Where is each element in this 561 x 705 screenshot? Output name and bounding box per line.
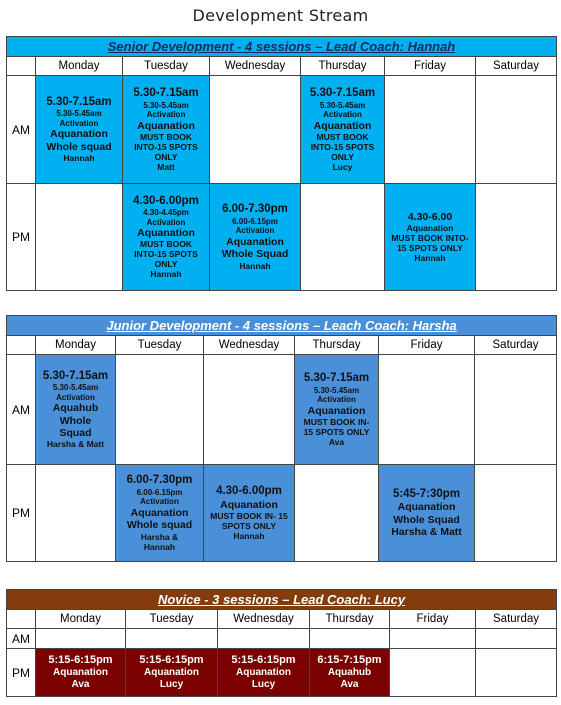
senior-pm-row xyxy=(7,184,557,291)
session-time: 5.30-7.15am xyxy=(303,372,370,385)
session-time: 5.30-7.15am xyxy=(133,87,199,100)
senior-pm-saturday xyxy=(476,184,557,291)
session-activation-time: 5.30-5.45am xyxy=(313,385,360,395)
session-note: ONLY xyxy=(154,151,178,162)
session-coach: Hannah xyxy=(233,530,265,541)
junior-am-wednesday xyxy=(204,355,295,465)
session-venue: Aquahub xyxy=(327,667,372,679)
novice-pm-wednesday xyxy=(218,649,310,697)
novice-am-monday xyxy=(36,629,126,649)
senior-am-wednesday xyxy=(210,76,301,184)
session-time: 6.00-7.30pm xyxy=(126,474,193,487)
session-venue: Aquanation xyxy=(406,223,454,234)
session-coach: Lucy xyxy=(159,678,184,690)
session-note: INTO-15 SPOTS xyxy=(310,141,375,152)
session-activation-label: Activation xyxy=(146,110,186,120)
session-time: 5:45-7:30pm xyxy=(392,487,461,500)
junior-banner-row xyxy=(7,316,557,336)
session-activation-time: 5.30-5.45am xyxy=(319,100,366,110)
day-tuesday: Tuesday xyxy=(116,336,204,355)
senior-am-monday xyxy=(36,76,123,184)
session-time: 5:15-6:15pm xyxy=(231,654,296,667)
junior-am-friday xyxy=(379,355,475,465)
session-activation-time: 6.00-6.15pm xyxy=(136,487,183,497)
session-activation-label: Activation xyxy=(59,118,99,128)
day-monday: Monday xyxy=(36,336,116,355)
junior-am-tuesday xyxy=(116,355,204,465)
session-venue: Aquanation xyxy=(144,667,199,679)
day-wednesday: Wednesday xyxy=(218,610,310,629)
corner-cell xyxy=(7,610,36,629)
slot-pm-label: PM xyxy=(7,465,36,562)
day-friday: Friday xyxy=(379,336,475,355)
day-tuesday: Tuesday xyxy=(123,57,210,76)
day-saturday: Saturday xyxy=(476,610,557,629)
novice-pm-friday xyxy=(390,649,476,697)
junior-pm-friday xyxy=(379,465,475,562)
session-activation-label: Activation xyxy=(317,395,356,405)
junior-schedule-table xyxy=(6,315,557,562)
session-activation-label: Activation xyxy=(146,217,186,227)
session-note: INTO-15 SPOTS xyxy=(134,141,198,152)
novice-banner-row xyxy=(7,590,557,610)
session-note: ONLY xyxy=(331,151,354,162)
session-note: 15 SPOTS ONLY xyxy=(303,426,370,437)
day-thursday: Thursday xyxy=(310,610,390,629)
session-note: MUST BOOK xyxy=(140,239,192,250)
senior-day-header xyxy=(7,57,557,76)
junior-pm-tuesday xyxy=(116,465,204,562)
junior-am-row xyxy=(7,355,557,465)
senior-banner: Senior Development - 4 sessions – Lead Coach: Hannah xyxy=(7,37,557,57)
slot-am-label: AM xyxy=(7,629,36,649)
junior-day-header xyxy=(7,336,557,355)
session-coach: Lucy xyxy=(332,161,353,172)
day-thursday: Thursday xyxy=(301,57,385,76)
novice-pm-saturday xyxy=(476,649,557,697)
junior-am-monday xyxy=(36,355,116,465)
session-coach: Hannah xyxy=(143,541,176,552)
session-coach: Harsha & Matt xyxy=(391,525,462,538)
novice-pm-row xyxy=(7,649,557,697)
session-time: 6.00-7.30pm xyxy=(222,203,288,216)
session-coach: Hannah xyxy=(150,269,182,280)
day-monday: Monday xyxy=(36,57,123,76)
session-note: MUST BOOK xyxy=(140,131,192,142)
session-coach: Ava xyxy=(71,678,90,690)
senior-pm-thursday xyxy=(301,184,385,291)
session-activation-time: 6.00-6.15pm xyxy=(232,216,278,226)
session-coach: Hannah xyxy=(414,253,446,264)
session-note: Whole Squad xyxy=(393,513,460,526)
novice-am-saturday xyxy=(476,629,557,649)
day-wednesday: Wednesday xyxy=(204,336,295,355)
session-time: 5.30-7.15am xyxy=(42,369,109,382)
session-coach: Harsha & xyxy=(140,531,179,542)
session-note: Whole squad xyxy=(126,519,193,532)
day-wednesday: Wednesday xyxy=(210,57,301,76)
novice-am-wednesday xyxy=(218,629,310,649)
session-time: 4.30-6.00pm xyxy=(216,485,282,497)
senior-pm-tuesday xyxy=(123,184,210,291)
senior-pm-monday xyxy=(36,184,123,291)
junior-am-saturday xyxy=(475,355,557,465)
session-venue: Aquahub xyxy=(52,402,99,415)
slot-am-label: AM xyxy=(7,76,36,184)
junior-pm-thursday xyxy=(295,465,379,562)
novice-am-thursday xyxy=(310,629,390,649)
day-friday: Friday xyxy=(390,610,476,629)
novice-banner: Novice - 3 sessions – Lead Coach: Lucy xyxy=(7,590,557,610)
session-activation-time: 4.30-4.45pm xyxy=(143,208,189,218)
novice-am-tuesday xyxy=(126,629,218,649)
page-title: Development Stream xyxy=(192,6,369,25)
session-venue: Aquanation xyxy=(137,227,195,239)
session-venue: Aquanation xyxy=(236,667,291,679)
senior-pm-friday xyxy=(385,184,476,291)
session-time: 6:15-7:15pm xyxy=(317,654,382,667)
corner-cell xyxy=(7,336,36,355)
senior-am-friday xyxy=(385,76,476,184)
session-note: Squad xyxy=(59,426,92,439)
senior-am-thursday xyxy=(301,76,385,184)
session-venue: Aquanation xyxy=(226,235,284,248)
novice-am-row xyxy=(7,629,557,649)
session-note: 15 SPOTS ONLY xyxy=(397,243,463,254)
day-tuesday: Tuesday xyxy=(126,610,218,629)
slot-pm-label: PM xyxy=(7,184,36,291)
senior-am-row xyxy=(7,76,557,184)
session-note: MUST BOOK xyxy=(316,131,369,142)
session-note: Whole xyxy=(59,414,92,427)
junior-pm-saturday xyxy=(475,465,557,562)
junior-am-thursday xyxy=(295,355,379,465)
senior-am-saturday xyxy=(476,76,557,184)
session-coach: Hannah xyxy=(239,260,271,271)
session-venue: Aquanation xyxy=(50,128,108,141)
session-venue: Aquanation xyxy=(397,501,456,514)
slot-am-label: AM xyxy=(7,355,36,465)
day-friday: Friday xyxy=(385,57,476,76)
session-venue: Aquanation xyxy=(53,667,108,679)
session-venue: Aquanation xyxy=(307,404,366,417)
novice-pm-monday xyxy=(36,649,126,697)
novice-pm-tuesday xyxy=(126,649,218,697)
senior-am-tuesday xyxy=(123,76,210,184)
session-coach: Ava xyxy=(340,678,359,690)
session-activation-time: 5.30-5.45am xyxy=(52,383,99,393)
session-note: MUST BOOK IN- xyxy=(303,416,370,427)
session-note: SPOTS ONLY xyxy=(221,520,276,531)
session-activation-time: 5.30-5.45am xyxy=(56,109,102,119)
novice-schedule-table xyxy=(6,589,557,697)
day-thursday: Thursday xyxy=(295,336,379,355)
novice-am-friday xyxy=(390,629,476,649)
senior-schedule-table xyxy=(6,36,557,291)
session-venue: Aquanation xyxy=(313,119,372,132)
day-saturday: Saturday xyxy=(476,57,557,76)
session-time: 4.30-6.00pm xyxy=(133,194,199,207)
senior-pm-wednesday xyxy=(210,184,301,291)
session-time: 5.30-7.15am xyxy=(309,87,376,100)
session-note: MUST BOOK INTO- xyxy=(391,233,469,244)
junior-pm-wednesday xyxy=(204,465,295,562)
session-activation-label: Activation xyxy=(56,392,95,402)
corner-cell xyxy=(7,57,36,76)
session-time: 5:15-6:15pm xyxy=(48,654,113,667)
session-venue: Aquanation xyxy=(137,119,195,132)
slot-pm-label: PM xyxy=(7,649,36,697)
day-monday: Monday xyxy=(36,610,126,629)
junior-pm-row xyxy=(7,465,557,562)
session-note: Whole Squad xyxy=(221,248,289,261)
session-coach: Hannah xyxy=(63,153,95,164)
session-time: 5:15-6:15pm xyxy=(139,654,204,667)
session-coach: Matt xyxy=(157,161,175,172)
junior-banner: Junior Development - 4 sessions – Leach Coach: Harsha xyxy=(7,316,557,336)
session-coach: Ava xyxy=(328,436,345,447)
session-note: Whole squad xyxy=(46,140,112,153)
session-note: MUST BOOK IN- 15 xyxy=(210,510,288,521)
session-time: 4.30-6.00 xyxy=(407,210,453,223)
session-activation-label: Activation xyxy=(323,110,362,120)
session-note: ONLY xyxy=(154,259,178,270)
novice-pm-thursday xyxy=(310,649,390,697)
novice-day-header xyxy=(7,610,557,629)
senior-banner-row xyxy=(7,37,557,57)
session-coach: Harsha & Matt xyxy=(46,439,105,450)
session-note: INTO-15 SPOTS xyxy=(134,249,198,260)
session-venue: Aquanation xyxy=(130,506,189,519)
session-time: 5.30-7.15am xyxy=(46,95,112,108)
session-activation-label: Activation xyxy=(235,226,275,236)
junior-pm-monday xyxy=(36,465,116,562)
day-saturday: Saturday xyxy=(475,336,557,355)
session-activation-label: Activation xyxy=(140,497,179,507)
session-activation-time: 5.30-5.45am xyxy=(143,100,189,110)
session-venue: Aquanation xyxy=(220,498,278,511)
session-coach: Lucy xyxy=(251,678,276,690)
